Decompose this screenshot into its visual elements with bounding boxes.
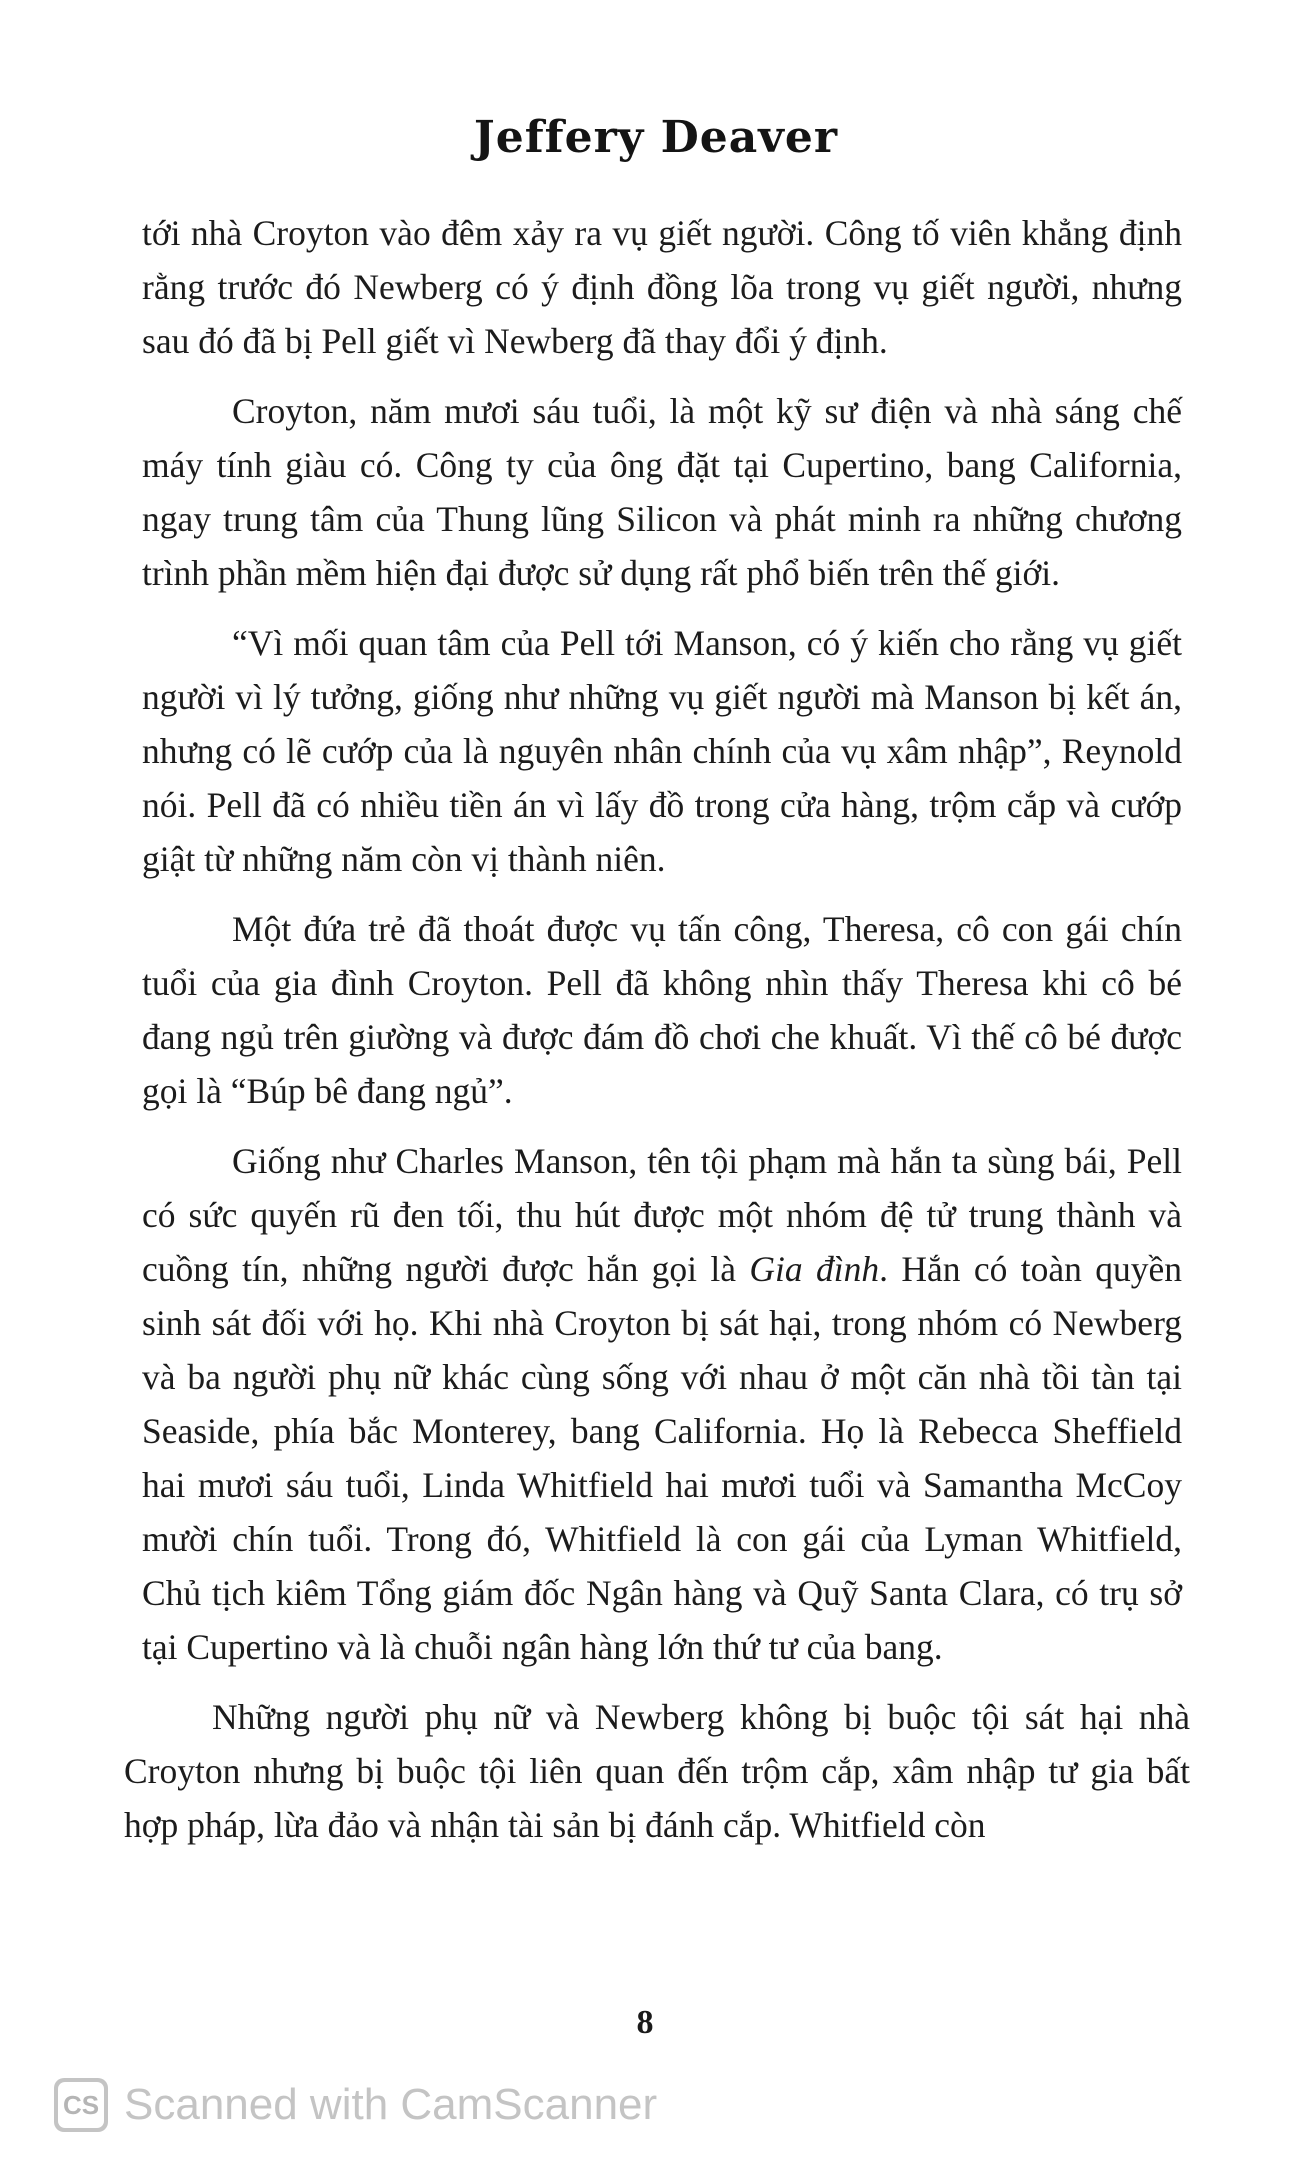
- camscanner-watermark: [54, 2078, 657, 2132]
- page-number: 8: [636, 2004, 654, 2041]
- camscanner-logo-icon: [54, 2078, 108, 2132]
- paragraph-5: [142, 1134, 1182, 1674]
- camscanner-logo-text: CS: [58, 2082, 104, 2128]
- running-header-author: Jeffery Deaver: [473, 112, 839, 163]
- paragraph-5-italic-term: Gia đình: [749, 1249, 880, 1289]
- page-body: [124, 206, 1190, 1868]
- paragraph-3: “Vì mối quan tâm của Pell tới Manson, có ý kiến cho rằng vụ giết người vì lý tưởng, giống như những vụ giết người mà Manson bị kết án, nhưng có lẽ cướp của là nguyên nhân chính của vụ xâm nhập”, Reynold nói. Pell đã có nhiều tiền án vì lấy đồ trong cửa hàng, trộm cắp và cướp giật từ những năm còn vị thành niên.: [142, 623, 1182, 879]
- paragraph-2: Croyton, năm mươi sáu tuổi, là một kỹ sư điện và nhà sáng chế máy tính giàu có. Công ty của ông đặt tại Cupertino, bang California, ngay trung tâm của Thung lũng Silicon và phát minh ra những chương trình phần mềm hiện đại được sử dụng rất phổ biến trên thế giới.: [142, 391, 1182, 593]
- paragraph-6: Những người phụ nữ và Newberg không bị buộc tội sát hại nhà Croyton nhưng bị buộc tội liên quan đến trộm cắp, xâm nhập tư gia bất hợp pháp, lừa đảo và nhận tài sản bị đánh cắp. Whitfield còn: [124, 1697, 1190, 1845]
- watermark-text: Scanned with CamScanner: [124, 2080, 658, 2129]
- paragraph-5-text-end: . Hắn có toàn quyền sinh sát đối với họ. Khi nhà Croyton bị sát hại, trong nhóm có Newberg và ba người phụ nữ khác cùng sống với nhau ở một căn nhà tồi tàn tại Seaside, phía bắc Monterey, bang California. Họ là Rebecca Sheffield hai mươi sáu tuổi, Linda Whitfield hai mươi tuổi và Samantha McCoy mười chín tuổi. Trong đó, Whitfield là con gái của Lyman Whitfield, Chủ tịch kiêm Tổng giám đốc Ngân hàng và Quỹ Santa Clara, có trụ sở tại Cupertino và là chuỗi ngân hàng lớn thứ tư của bang.: [142, 1249, 1182, 1667]
- paragraph-4: Một đứa trẻ đã thoát được vụ tấn công, Theresa, cô con gái chín tuổi của gia đình Croyton. Pell đã không nhìn thấy Theresa khi cô bé đang ngủ trên giường và được đám đồ chơi che khuất. Vì thế cô bé được gọi là “Búp bê đang ngủ”.: [142, 909, 1182, 1111]
- paragraph-5-text-start: Giống như Charles Manson, tên tội phạm mà hắn ta sùng bái, Pell có sức quyến rũ đen tối, thu hút được một nhóm đệ tử trung thành và cuồng tín, những người được hắn gọi là: [142, 1141, 1182, 1289]
- paragraph-1: tới nhà Croyton vào đêm xảy ra vụ giết người. Công tố viên khẳng định rằng trước đó Newberg có ý định đồng lõa trong vụ giết người, nhưng sau đó đã bị Pell giết vì Newberg đã thay đổi ý định.: [142, 213, 1182, 361]
